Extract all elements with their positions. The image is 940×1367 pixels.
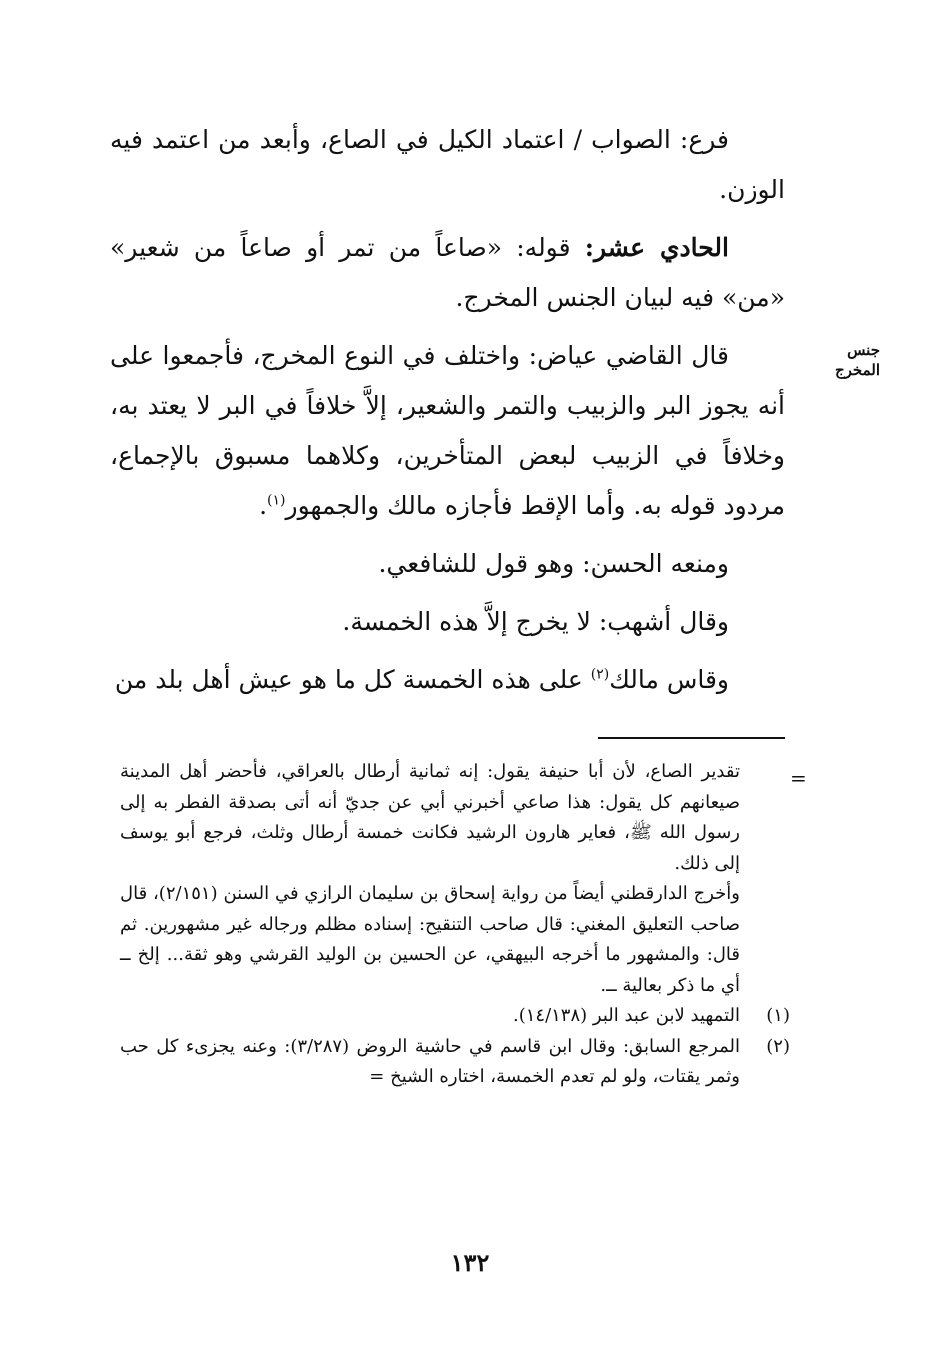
footnote-text: التمهيد لابن عبد البر (١٤/١٣٨). bbox=[512, 1005, 740, 1026]
paragraph-iyad: قال القاضي عياض: واختلف في النوع المخرج، فأجمعوا على أنه يجوز البر والزبيب والتمر والشعير، إلاَّ خلافاً في البر لا يعتد به، وخلافاً في الزبيب لبعض المتأخرين، وكلاهما مسبوق بالإجماع، مردود قوله به. وأما الإقط فأجازه مالك والجمهور$^{(١)}$. bbox=[110, 341, 785, 520]
footnotes bbox=[120, 757, 790, 1093]
margin-note: جنس المخرج bbox=[834, 341, 880, 379]
footnote-ref-1[interactable]: (١) bbox=[267, 492, 286, 509]
paragraph-ashhab: وقال أشهب: لا يخرج إلاَّ هذه الخمسة. bbox=[342, 607, 729, 636]
footnote-separator bbox=[598, 737, 785, 739]
section-lead: الحادي عشر: bbox=[584, 233, 729, 262]
main-text bbox=[110, 115, 785, 705]
footnote-continuation: وأخرج الدارقطني أيضاً من رواية إسحاق بن سليمان الرازي في السنن (٢/١٥١)، قال صاحب التعليق المغني: قال صاحب التنقيح: إسناده مظلم ورجاله غير مشهورين. ثم قال: والمشهور ما أخرجه البيهقي، عن الحسين بن الوليد القرشي وهو ثقة... إلخ ــ أي ما ذكر بعالية ــ. bbox=[120, 883, 740, 996]
paragraph-hasan: ومنعه الحسن: وهو قول للشافعي. bbox=[378, 549, 729, 578]
continuation-mark: = bbox=[790, 766, 807, 790]
footnote-ref-2[interactable]: (٢) bbox=[590, 666, 610, 683]
paragraph-eleventh: الحادي عشر: قوله: «صاعاً من تمر أو صاعاً من شعير» «من» فيه لبيان الجنس المخرج. bbox=[110, 233, 785, 312]
footnote-number: (١) bbox=[766, 1005, 790, 1026]
footnote-number: (٢) bbox=[766, 1035, 790, 1057]
paragraph-malik: وقاس مالك$^{(٢)}$ على هذه الخمسة كل ما هو عيش أهل بلد من bbox=[114, 665, 729, 694]
footnote-continuation: تقدير الصاع، لأن أبا حنيفة يقول: إنه ثمانية أرطال بالعراقي، فأحضر أهل المدينة صيعانهم كل يقول: هذا صاعي أخبرني أبي عن جديّ أنه أتى بصدقة الفطر به إلى رسول الله ﷺ، فعاير هارون الرشيد فكانت خمسة أرطال وثلث، فرجع أبو يوسف إلى ذلك. bbox=[120, 761, 740, 874]
paragraph-far: فرع: الصواب / اعتماد الكيل في الصاع، وأبعد من اعتمد فيه الوزن. bbox=[110, 125, 785, 204]
page-number: ١٣٢ bbox=[450, 1248, 490, 1277]
footnote-1 bbox=[120, 1001, 790, 1032]
footnote-2 bbox=[120, 1032, 790, 1093]
footnote-text: المرجع السابق: وقال ابن قاسم في حاشية الروض (٣/٢٨٧): وعنه يجزىء كل حب وثمر يقتات، ولو لم تعدم الخمسة، اختاره الشيخ = bbox=[120, 1035, 741, 1087]
